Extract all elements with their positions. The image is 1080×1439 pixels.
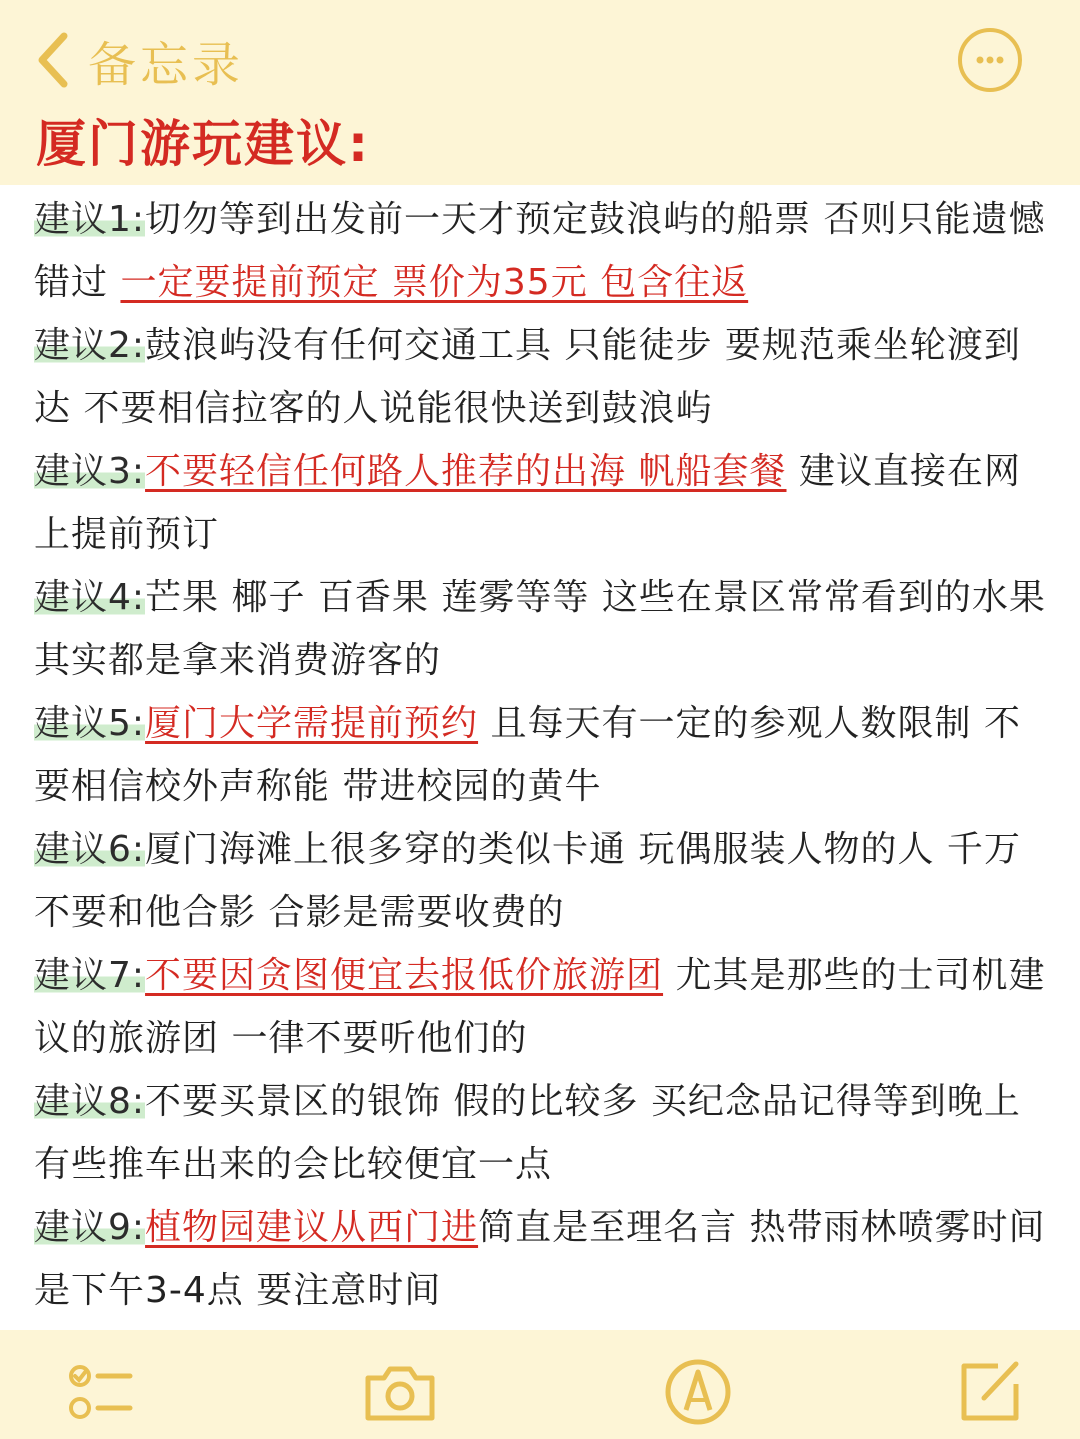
ellipsis-icon xyxy=(962,32,1018,88)
tip-paragraph xyxy=(34,440,1054,566)
highlighted-text: 厦门大学需提前预约 xyxy=(145,703,479,744)
tip-paragraph xyxy=(34,566,1054,692)
tip-text: 鼓浪屿没有任何交通工具 只能徒步 要规范乘坐轮渡到达 不要相信拉客的人说能很快送到鼓浪屿 xyxy=(34,325,1021,429)
chevron-left-icon xyxy=(34,30,74,90)
tip-text: 简直是至理名言 热带雨林喷雾时间是下午3-4点 要注意时间 xyxy=(34,1207,1046,1311)
highlighted-text: 不要因贪图便宜去报低价旅游团 xyxy=(145,955,664,996)
tip-label: 建议1: xyxy=(34,199,146,240)
tip-text: 建议直接在网上提前预订 xyxy=(34,451,1021,555)
tip-label: 建议4: xyxy=(34,577,146,618)
tip-text: 芒果 椰子 百香果 莲雾等等 这些在景区常常看到的水果其实都是拿来消费游客的 xyxy=(34,577,1046,681)
back-label: 备忘录 xyxy=(88,36,245,93)
highlighted-text: 一定要提前预定 票价为35元 包含往返 xyxy=(120,262,749,303)
compose-icon xyxy=(950,1352,1030,1432)
nav-header xyxy=(0,0,1080,185)
note-title: 厦门游玩建议: xyxy=(36,115,370,173)
tip-text: 切勿等到出发前一天才预定鼓浪屿的船票 否则只能遗憾错过 xyxy=(34,199,1046,303)
bottom-toolbar xyxy=(0,1330,1080,1439)
tip-label: 建议8: xyxy=(34,1081,146,1122)
highlighted-text: 植物园建议从西门进 xyxy=(145,1207,479,1248)
note-body[interactable] xyxy=(34,188,1054,1322)
tip-paragraph xyxy=(34,314,1054,440)
checklist-icon xyxy=(60,1352,140,1432)
checklist-button[interactable] xyxy=(60,1352,140,1432)
back-button[interactable] xyxy=(34,28,244,92)
compose-button[interactable] xyxy=(950,1352,1030,1432)
tip-label: 建议7: xyxy=(34,955,146,996)
tip-label: 建议5: xyxy=(34,703,146,744)
tip-paragraph xyxy=(34,1196,1054,1322)
camera-button[interactable] xyxy=(360,1352,440,1432)
tip-text: 且每天有一定的参观人数限制 不要相信校外声称能 带进校园的黄牛 xyxy=(34,703,1021,807)
tip-label: 建议2: xyxy=(34,325,146,366)
tip-label: 建议9: xyxy=(34,1207,146,1248)
tip-paragraph xyxy=(34,692,1054,818)
markup-button[interactable] xyxy=(658,1352,738,1432)
tip-text: 尤其是那些的士司机建议的旅游团 一律不要听他们的 xyxy=(34,955,1046,1059)
tip-text: 不要买景区的银饰 假的比较多 买纪念品记得等到晚上有些推车出来的会比较便宜一点 xyxy=(34,1081,1021,1185)
tip-paragraph xyxy=(34,818,1054,944)
camera-icon xyxy=(360,1352,440,1432)
pen-markup-icon xyxy=(658,1352,738,1432)
more-options-button[interactable] xyxy=(958,28,1022,92)
tip-paragraph xyxy=(34,944,1054,1070)
highlighted-text: 不要轻信任何路人推荐的出海 帆船套餐 xyxy=(145,451,787,492)
tip-label: 建议3: xyxy=(34,451,146,492)
tip-label: 建议6: xyxy=(34,829,146,870)
tip-paragraph xyxy=(34,1070,1054,1196)
tip-paragraph xyxy=(34,188,1054,314)
tip-text: 厦门海滩上很多穿的类似卡通 玩偶服装人物的人 千万不要和他合影 合影是需要收费的 xyxy=(34,829,1021,933)
